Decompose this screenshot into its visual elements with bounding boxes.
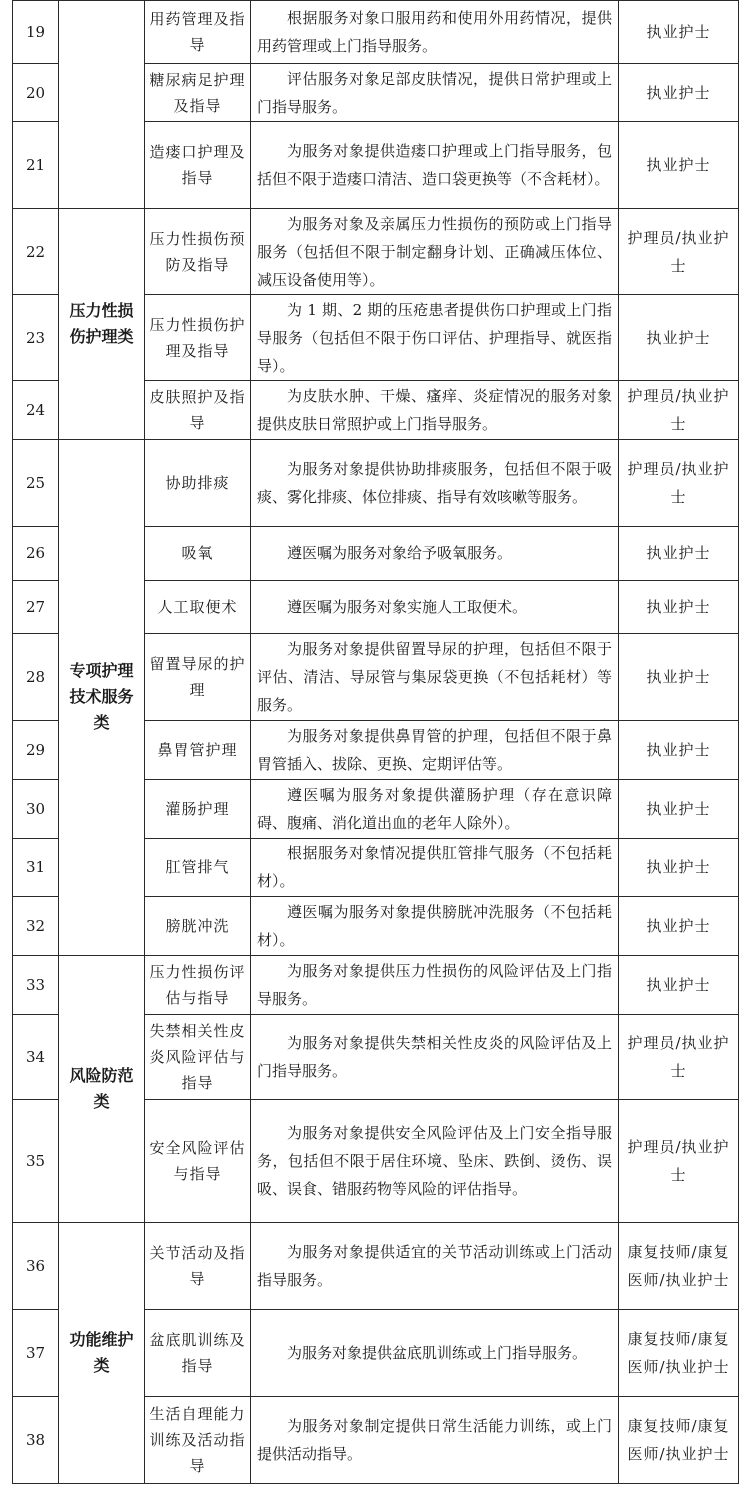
service-description: 为服务对象提供留置导尿的护理，包括但不限于评估、清洁、导尿管与集尿袋更换（不包括耗材）等服务。 [251, 634, 619, 721]
staff-requirement: 执业护士 [619, 955, 739, 1014]
row-number: 24 [13, 381, 59, 440]
staff-requirement: 执业护士 [619, 527, 739, 581]
row-number: 25 [13, 440, 59, 527]
staff-requirement: 护理员/执业护士 [619, 1014, 739, 1099]
service-item: 压力性损伤预防及指导 [145, 209, 251, 295]
table-row [13, 1, 739, 64]
category-cell: 压力性损伤护理类 [59, 209, 145, 440]
staff-requirement: 执业护士 [619, 838, 739, 897]
table-row [13, 955, 739, 1014]
service-item: 关节活动及指导 [145, 1222, 251, 1309]
service-item: 盆底肌训练及指导 [145, 1309, 251, 1396]
service-description: 为服务对象及亲属压力性损伤的预防或上门指导服务（包括但不限于制定翻身计划、正确减压体位、减压设备使用等）。 [251, 209, 619, 295]
table-row [13, 1222, 739, 1309]
staff-requirement: 康复技师/康复医师/执业护士 [619, 1222, 739, 1309]
service-description: 为服务对象提供安全风险评估及上门安全指导服务，包括但不限于居住环境、坠床、跌倒、烫伤、误吸、误食、错服药物等风险的评估指导。 [251, 1099, 619, 1222]
service-item: 人工取便术 [145, 580, 251, 634]
service-description: 为服务对象提供适宜的关节活动训练或上门活动指导服务。 [251, 1222, 619, 1309]
service-item: 糖尿病足护理及指导 [145, 63, 251, 122]
service-description: 评估服务对象足部皮肤情况，提供日常护理或上门指导服务。 [251, 63, 619, 122]
row-number: 31 [13, 838, 59, 897]
service-item: 安全风险评估与指导 [145, 1099, 251, 1222]
staff-requirement: 执业护士 [619, 721, 739, 780]
row-number: 22 [13, 209, 59, 295]
row-number: 27 [13, 580, 59, 634]
service-description: 为服务对象提供造瘘口护理或上门指导服务，包括但不限于造瘘口清洁、造口袋更换等（不含耗材）。 [251, 122, 619, 209]
service-item: 压力性损伤评估与指导 [145, 955, 251, 1014]
category-cell [59, 1, 145, 209]
service-description: 为服务对象提供协助排痰服务，包括但不限于吸痰、雾化排痰、体位排痰、指导有效咳嗽等服务。 [251, 440, 619, 527]
staff-requirement: 康复技师/康复医师/执业护士 [619, 1309, 739, 1396]
row-number: 37 [13, 1309, 59, 1396]
service-description: 为服务对象制定提供日常生活能力训练，或上门提供活动指导。 [251, 1396, 619, 1483]
service-table [12, 0, 739, 1484]
service-description: 为服务对象提供盆底肌训练或上门指导服务。 [251, 1309, 619, 1396]
service-item: 鼻胃管护理 [145, 721, 251, 780]
service-item: 压力性损伤护理及指导 [145, 295, 251, 381]
service-item: 皮肤照护及指导 [145, 381, 251, 440]
service-description: 遵医嘱为服务对象给予吸氧服务。 [251, 527, 619, 581]
staff-requirement: 执业护士 [619, 63, 739, 122]
staff-requirement: 康复技师/康复医师/执业护士 [619, 1396, 739, 1483]
staff-requirement: 执业护士 [619, 1, 739, 64]
staff-requirement: 执业护士 [619, 634, 739, 721]
service-description: 为皮肤水肿、干燥、瘙痒、炎症情况的服务对象提供皮肤日常照护或上门指导服务。 [251, 381, 619, 440]
service-description: 遵医嘱为服务对象提供膀胱冲洗服务（不包括耗材）。 [251, 897, 619, 956]
row-number: 20 [13, 63, 59, 122]
service-item: 失禁相关性皮炎风险评估与指导 [145, 1014, 251, 1099]
service-description: 遵医嘱为服务对象提供灌肠护理（存在意识障碍、腹痛、消化道出血的老年人除外）。 [251, 779, 619, 838]
staff-requirement: 执业护士 [619, 897, 739, 956]
staff-requirement: 执业护士 [619, 580, 739, 634]
row-number: 21 [13, 122, 59, 209]
row-number: 28 [13, 634, 59, 721]
service-description: 为服务对象提供压力性损伤的风险评估及上门指导服务。 [251, 955, 619, 1014]
service-item: 生活自理能力训练及活动指导 [145, 1396, 251, 1483]
service-item: 留置导尿的护理 [145, 634, 251, 721]
service-description: 根据服务对象口服用药和使用外用药情况，提供用药管理或上门指导服务。 [251, 1, 619, 64]
service-item: 肛管排气 [145, 838, 251, 897]
staff-requirement: 执业护士 [619, 779, 739, 838]
staff-requirement: 护理员/执业护士 [619, 381, 739, 440]
staff-requirement: 护理员/执业护士 [619, 1099, 739, 1222]
category-cell: 专项护理技术服务类 [59, 440, 145, 956]
service-description: 为服务对象提供失禁相关性皮炎的风险评估及上门指导服务。 [251, 1014, 619, 1099]
table-row [13, 440, 739, 527]
row-number: 30 [13, 779, 59, 838]
service-item: 吸氧 [145, 527, 251, 581]
staff-requirement: 执业护士 [619, 122, 739, 209]
service-item: 膀胱冲洗 [145, 897, 251, 956]
row-number: 34 [13, 1014, 59, 1099]
row-number: 29 [13, 721, 59, 780]
staff-requirement: 护理员/执业护士 [619, 209, 739, 295]
service-item: 造瘘口护理及指导 [145, 122, 251, 209]
service-item: 用药管理及指导 [145, 1, 251, 64]
staff-requirement: 护理员/执业护士 [619, 440, 739, 527]
service-description: 遵医嘱为服务对象实施人工取便术。 [251, 580, 619, 634]
row-number: 36 [13, 1222, 59, 1309]
staff-requirement: 执业护士 [619, 295, 739, 381]
category-cell: 功能维护类 [59, 1222, 145, 1483]
service-description: 根据服务对象情况提供肛管排气服务（不包括耗材）。 [251, 838, 619, 897]
service-description: 为 1 期、2 期的压疮患者提供伤口护理或上门指导服务（包括但不限于伤口评估、护理指导、就医指导）。 [251, 295, 619, 381]
row-number: 35 [13, 1099, 59, 1222]
service-item: 协助排痰 [145, 440, 251, 527]
row-number: 38 [13, 1396, 59, 1483]
row-number: 23 [13, 295, 59, 381]
row-number: 19 [13, 1, 59, 64]
category-cell: 风险防范类 [59, 955, 145, 1222]
service-item: 灌肠护理 [145, 779, 251, 838]
service-description: 为服务对象提供鼻胃管的护理，包括但不限于鼻胃管插入、拔除、更换、定期评估等。 [251, 721, 619, 780]
row-number: 33 [13, 955, 59, 1014]
row-number: 32 [13, 897, 59, 956]
table-row [13, 209, 739, 295]
row-number: 26 [13, 527, 59, 581]
